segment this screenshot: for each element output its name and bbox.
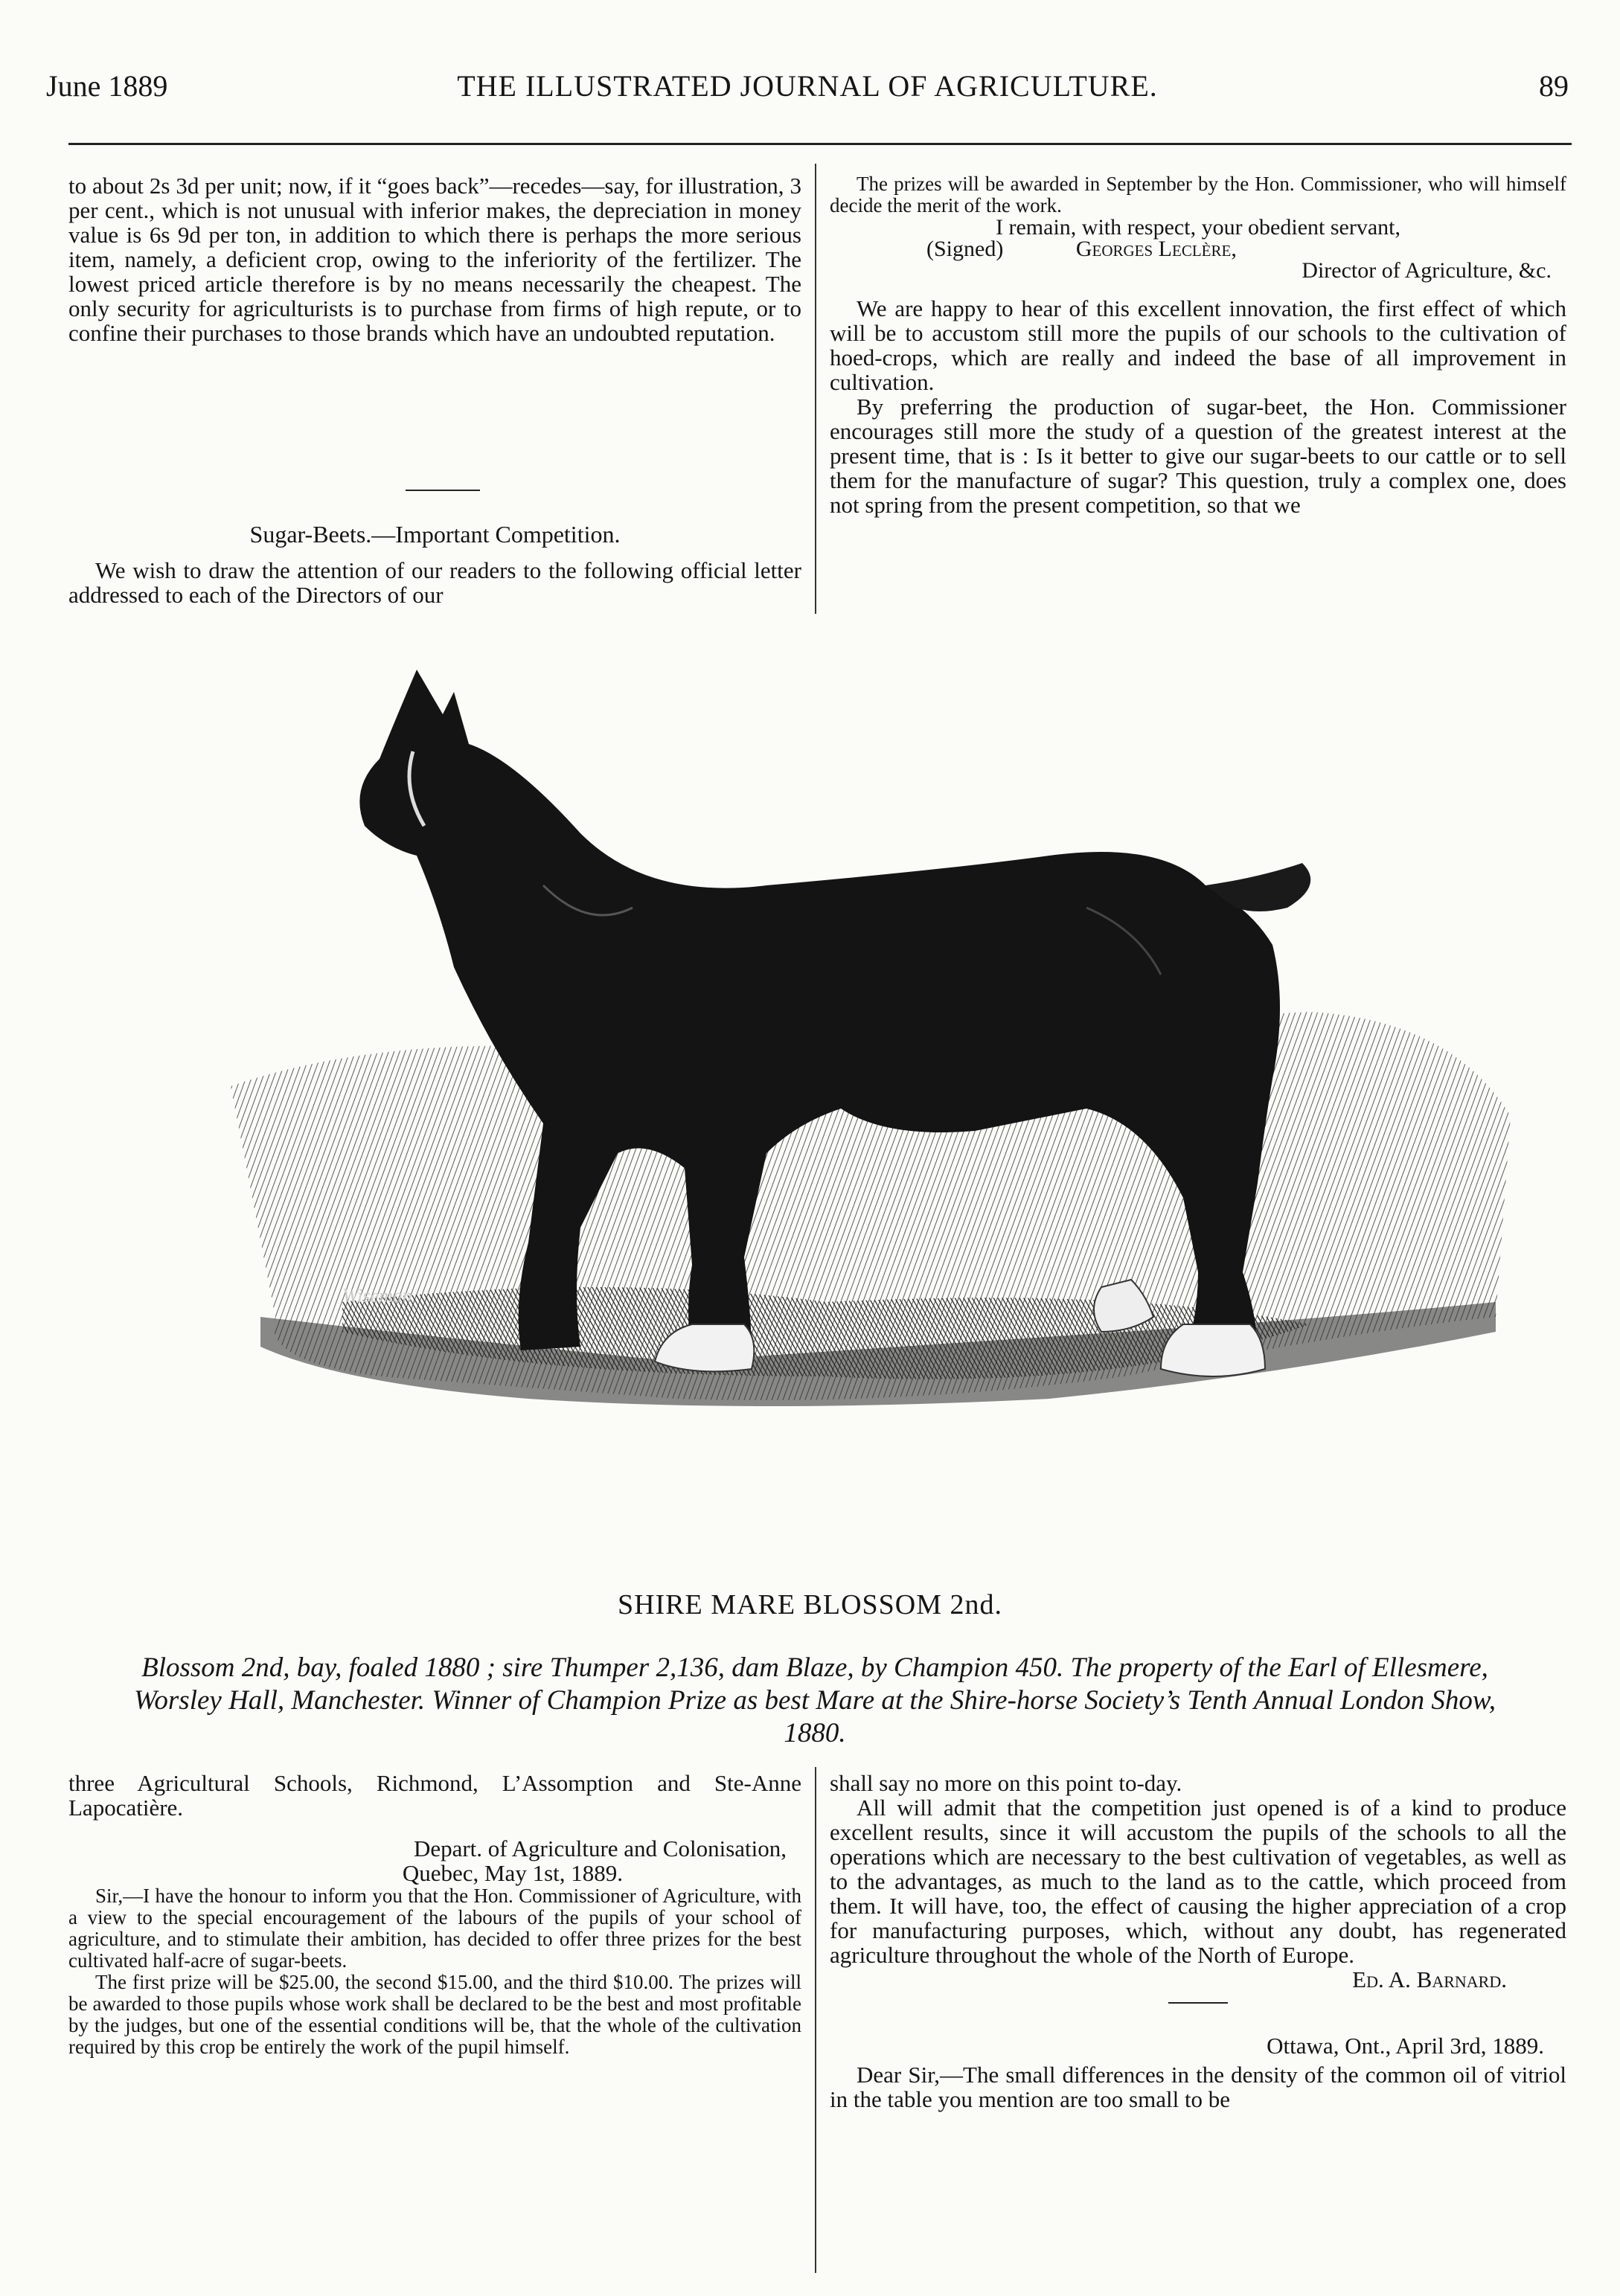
letter-closing-paragraph: The prizes will be awarded in September by the Hon. Commissioner, who will himself decide the merit of the work. (830, 173, 1566, 217)
section-divider (1168, 2002, 1228, 2004)
letter-signed: (Signed) (926, 237, 1004, 261)
article-paragraph: shall say no more on this point to-day. (830, 1770, 1182, 1796)
journal-title: THE ILLUSTRATED JOURNAL OF AGRICULTURE. (457, 69, 1158, 103)
column-divider (815, 1767, 816, 2273)
shire-mare-engraving (231, 662, 1511, 1562)
column-divider (815, 164, 816, 614)
section-heading: Sugar-Beets.—Important Competition. (249, 521, 621, 548)
letter-signer-title: Director of Agriculture, &c. (1302, 258, 1552, 283)
artist-signature: Wiseman (342, 1285, 412, 1306)
article-paragraph: three Agricultural Schools, Richmond, L’Assomption and Ste-Anne Lapocatière. (68, 1770, 801, 1821)
caption-title: SHIRE MARE BLOSSOM 2nd. (617, 1589, 1003, 1620)
letter-remain: I remain, with respect, your obedient servant, (996, 215, 1400, 240)
letter-place-date: Quebec, May 1st, 1889. (402, 1860, 623, 1886)
caption-text: Blossom 2nd, bay, foaled 1880 ; sire Thumper 2,136, dam Blaze, by Champion 450. The property of the Earl of Ellesmere, Worsley Hall, Manchester. Winner of Champion Prize as best Mare at the Shire-horse Society’s Tenth Annual London Show, 1880. (133, 1652, 1496, 1748)
top-right-column (830, 173, 1566, 517)
article-signature: Ed. A. Barnard. (1352, 1966, 1507, 1992)
page-number: 89 (1539, 69, 1569, 103)
article-paragraph: to about 2s 3d per unit; now, if it “goes back”—recedes—say, for illustration, 3 per cent., which is not unusual with inferior makes, the depreciation in money value is 6s 9d per ton, in addition to which there is perhaps the more serious item, namely, a deficient crop, owing to the inferiority of the fertilizer. The lowest priced article therefore is by no means necessarily the cheapest. The only security for agriculturists is to purchase from firms of high repute, or to confine their purchases to those brands which have an undoubted reputation. (68, 173, 801, 346)
article-paragraph: We wish to draw the attention of our readers to the following official letter addressed to each of the Directors of our (68, 557, 801, 608)
article-paragraph: We are happy to hear of this excellent innovation, the first effect of which will be to accustom still more the pupils of our schools to the cultivation of hoed-crops, which are really and indeed the base of all improvement in cultivation. (830, 295, 1566, 395)
letter-department: Depart. of Agriculture and Colonisation, (413, 1835, 787, 1862)
letter-body: Dear Sir,—The small differences in the density of the common oil of vitriol in the table you mention are too small to be (830, 2062, 1566, 2112)
bottom-right-column (830, 1771, 1566, 2111)
bottom-left-column (68, 1771, 801, 2058)
letter-body: Sir,—I have the honour to inform you that the Hon. Commissioner of Agriculture, with a view to the special encouragement of the labours of the pupils of your school of agriculture, and to stimulate their ambition, has decided to offer three prizes for the best cultivated half-acre of sugar-beets. (68, 1885, 801, 1972)
article-paragraph: All will admit that the competition just opened is of a kind to produce excellent results, since it will accustom the pupils of the schools to all the operations which are necessary to the best cultivation of vegetables, as well as to the advantages, as much to the land as to the cattle, which proceed from them. It will have, too, the effect of causing the higher appreciation of a crop for manufacturing purposes, which, without any doubt, has regenerated agriculture throughout the whole of the North of Europe. (830, 1795, 1566, 1968)
header-date: June 1889 (46, 69, 168, 103)
article-paragraph: By preferring the production of sugar-beet, the Hon. Commissioner encourages still more the study of a question of the greatest interest at the present time, that is : Is it better to give our sugar-beets to our cattle or to sell them for the manufacture of sugar? This question, truly a complex one, does not spring from the present competition, so that we (830, 394, 1566, 518)
page-header (46, 68, 1569, 121)
section-divider (406, 490, 480, 491)
letter-body: The first prize will be $25.00, the second $15.00, and the third $10.00. The prizes will be awarded to those pupils whose work shall be declared to be the best and most profitable by the judges, but one of the essential conditions will be, that the whole of the cultivation required by this crop be entirely the work of the pupil himself. (68, 1971, 801, 2058)
letter-place-date: Ottawa, Ont., April 3rd, 1889. (1267, 2033, 1544, 2059)
top-left-column-continued (68, 558, 801, 607)
header-rule (68, 143, 1572, 145)
letter-signer: Georges Leclère, (1075, 237, 1237, 261)
top-left-column (68, 173, 801, 345)
